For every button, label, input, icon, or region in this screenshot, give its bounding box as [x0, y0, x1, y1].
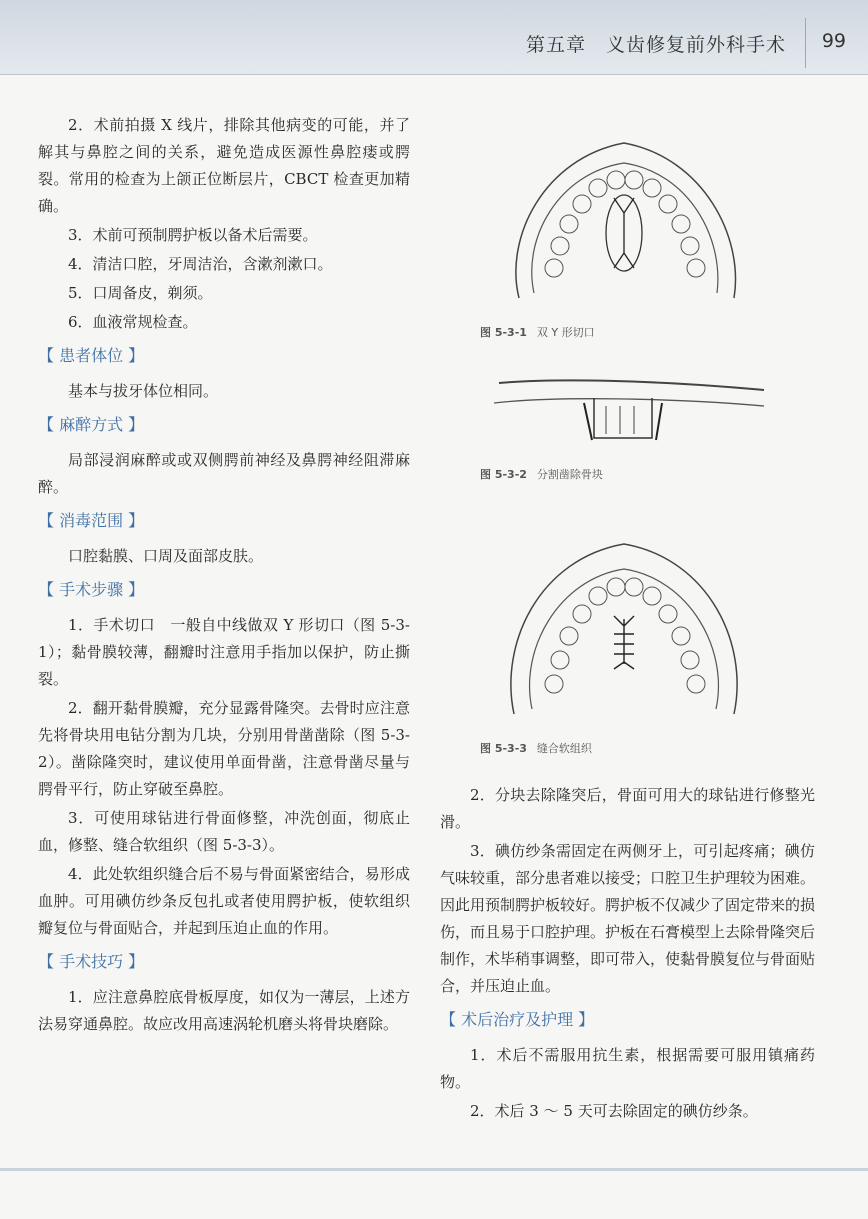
- position-text: 基本与拔牙体位相同。: [68, 382, 219, 400]
- tip-item: 1．应注意鼻腔底骨板厚度，如仅为一薄层，上述方法易穿通鼻腔。故应改用高速涡轮机磨头将骨块磨除。: [38, 988, 410, 1033]
- figure-sutured-palate: [474, 524, 770, 724]
- figure-caption: [480, 324, 595, 340]
- postop-item: 2．术后 3 ～ 5 天可去除固定的碘仿纱条。: [470, 1102, 758, 1120]
- step-item: 3．可使用球钻进行骨面修整，冲洗创面，彻底止血，修整、缝合软组织（图 5-3-3）。: [38, 809, 410, 854]
- prep-item: 3．术前可预制腭护板以备术后需要。: [68, 226, 318, 244]
- step-item: 2．翻开黏骨膜瓣，充分显露骨隆突。去骨时应注意先将骨块用电钻分割为几块，分别用骨凿凿除（图 5-3-2）。凿除隆突时，建议使用单面骨凿，注意骨凿尽量与腭骨平行，防止穿破至鼻腔。: [38, 699, 410, 798]
- figure-number: 图 5-3-3: [480, 742, 527, 755]
- figure-palate-incision: [474, 118, 770, 308]
- section-heading-disinfection: 【 消毒范围 】: [38, 511, 145, 530]
- step-item: 4．此处软组织缝合后不易与骨面紧密结合，易形成血肿。可用碘仿纱条反包扎或者使用腭护板，使软组织瓣复位与骨面贴合，并起到压迫止血的作用。: [38, 865, 410, 937]
- step-item: 1．手术切口 一般自中线做双 Y 形切口（图 5-3-1）；黏骨膜较薄，翻瓣时注意用手指加以保护，防止撕裂。: [38, 616, 410, 688]
- page-number: 99: [821, 30, 846, 52]
- section-heading-tips: 【 手术技巧 】: [38, 952, 145, 971]
- prep-item: 6．血液常规检查。: [68, 313, 198, 331]
- header-divider: [805, 18, 806, 68]
- figure-caption-text: 缝合软组织: [536, 742, 592, 755]
- anesthesia-text: 局部浸润麻醉或或双侧腭前神经及鼻腭神经阻滞麻醉。: [38, 451, 410, 496]
- figure-caption: [480, 466, 603, 482]
- figure-number: 图 5-3-2: [480, 468, 527, 481]
- disinfection-text: 口腔黏膜、口周及面部皮肤。: [68, 547, 264, 565]
- figure-caption-text: 分割凿除骨块: [536, 468, 603, 481]
- page-header: [0, 0, 868, 75]
- figure-number: 图 5-3-1: [480, 326, 527, 339]
- tip-item: 2．分块去除隆突后，骨面可用大的球钻进行修整光滑。: [440, 786, 815, 831]
- footer-divider: [0, 1168, 868, 1171]
- chapter-title: 第五章 义齿修复前外科手术: [525, 34, 786, 56]
- prep-item: 4．清洁口腔，牙周洁治，含漱剂漱口。: [68, 255, 333, 273]
- tip-item: 3．碘仿纱条需固定在两侧牙上，可引起疼痛；碘仿气味较重，部分患者难以接受；口腔卫生护理较为困难。因此用预制腭护板较好。腭护板不仅减少了固定带来的损伤，而且易于口腔护理。护板在石膏模型上去除骨隆突后制作，术毕稍事调整，即可带入，使黏骨膜复位与骨面贴合，并压迫止血。: [440, 842, 816, 995]
- section-heading-position: 【 患者体位 】: [38, 346, 145, 365]
- right-column: [440, 782, 815, 1127]
- section-heading-steps: 【 手术步骤 】: [38, 580, 145, 599]
- figure-caption: [480, 740, 592, 756]
- left-column: [38, 112, 410, 1040]
- postop-item: 1．术后不需服用抗生素，根据需要可服用镇痛药物。: [440, 1046, 815, 1091]
- prep-item: 2．术前拍摄 X 线片，排除其他病变的可能，并了解其与鼻腔之间的关系，避免造成医源性鼻腔瘘或腭裂。常用的检查为上颌正位断层片，CBCT 检查更加精确。: [38, 116, 410, 215]
- figure-caption-text: 双 Y 形切口: [536, 326, 595, 339]
- section-heading-anesthesia: 【 麻醉方式 】: [38, 415, 145, 434]
- prep-item: 5．口周备皮，剃须。: [68, 284, 213, 302]
- figure-bone-removal: [474, 368, 770, 450]
- section-heading-postop: 【 术后治疗及护理 】: [440, 1010, 595, 1029]
